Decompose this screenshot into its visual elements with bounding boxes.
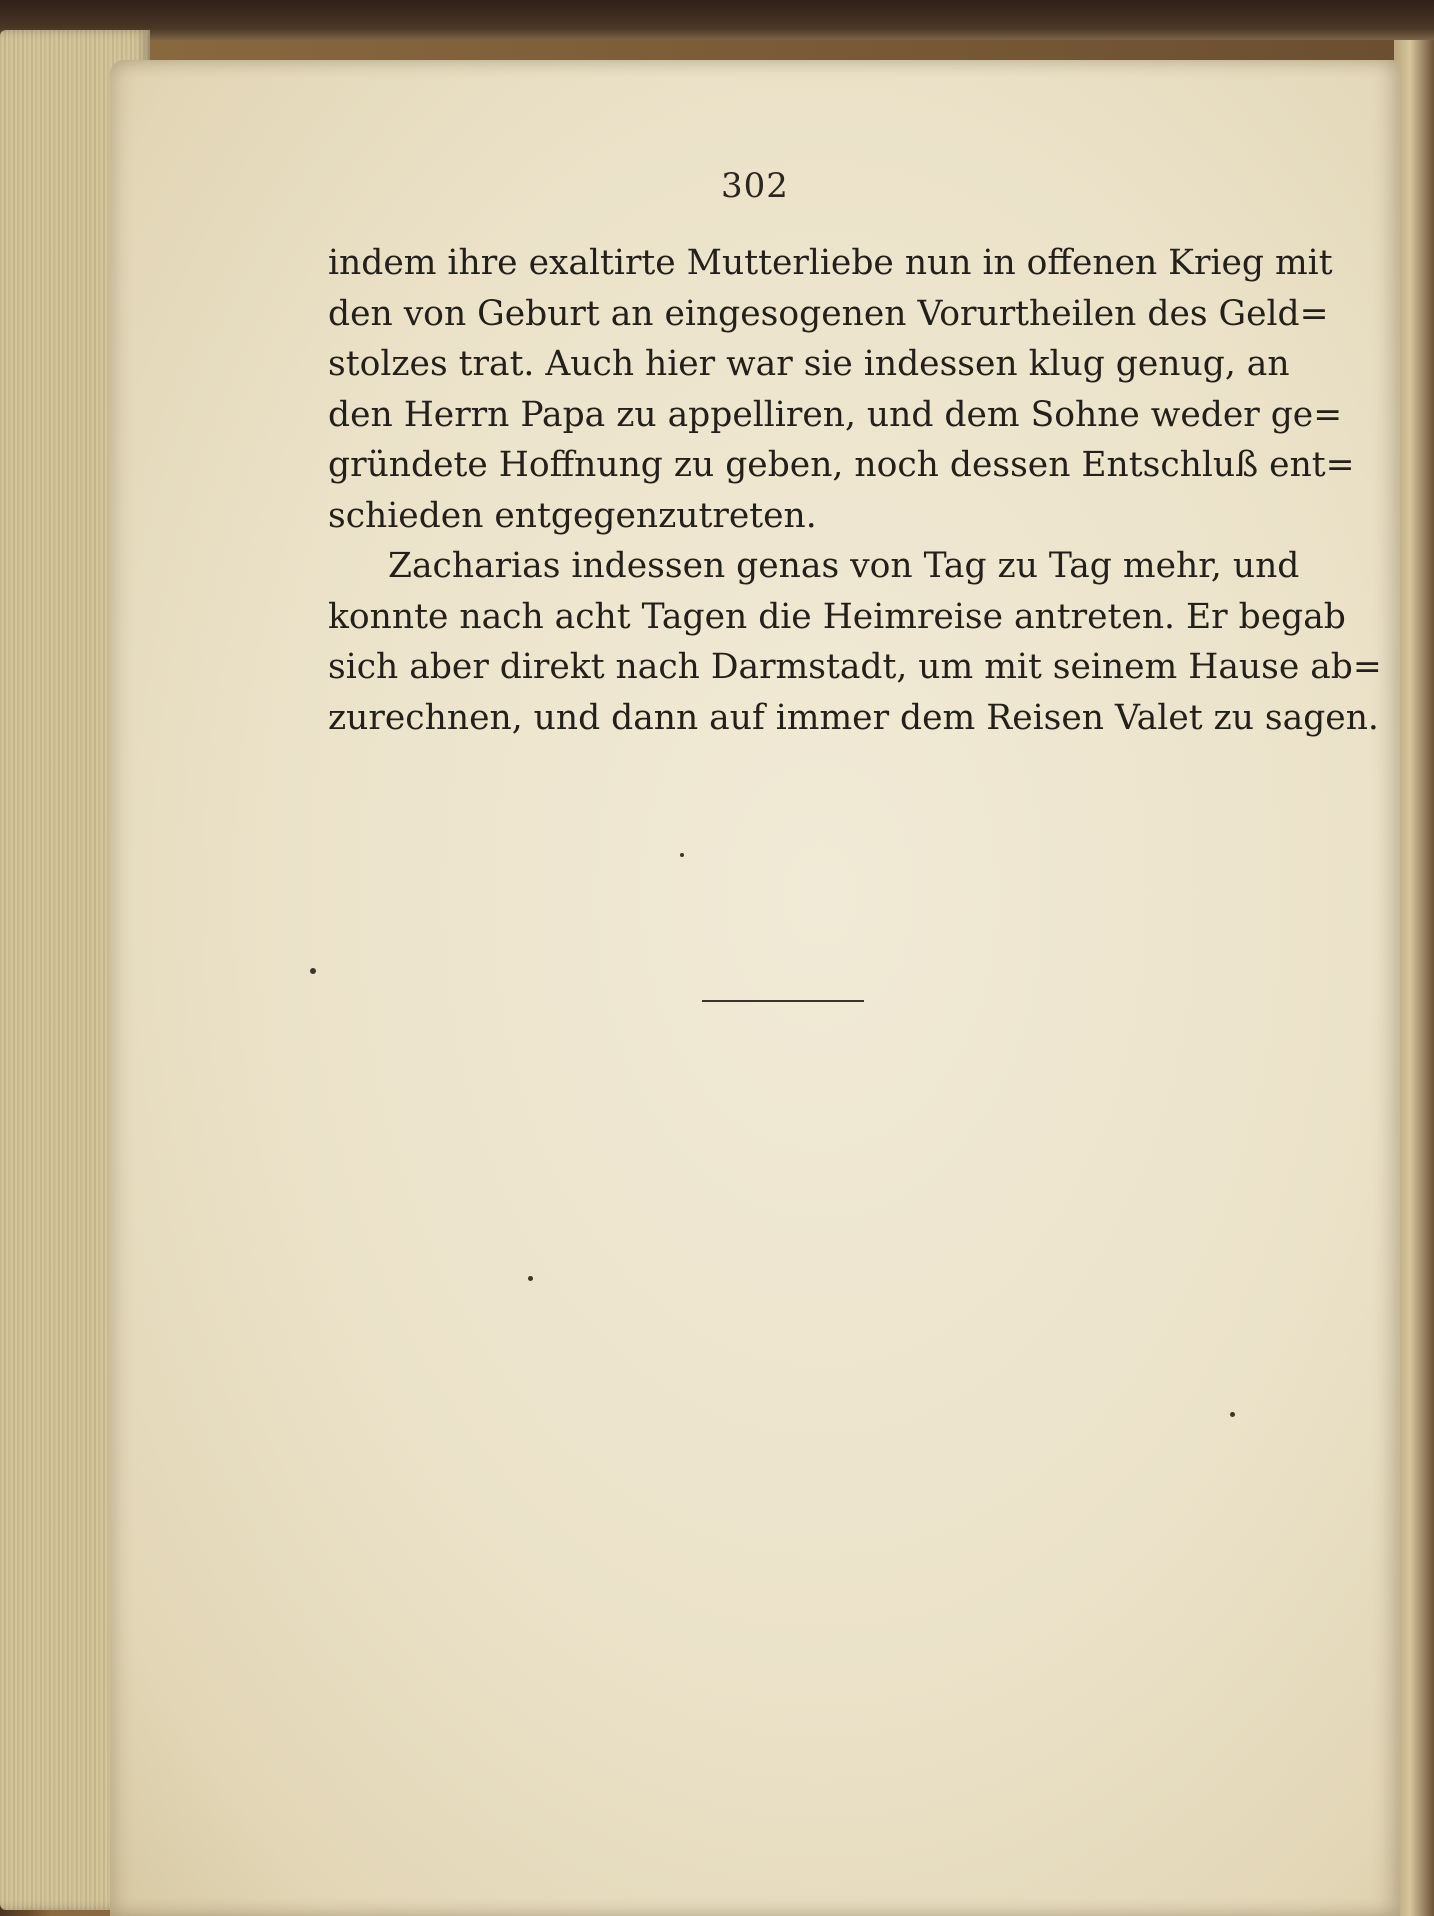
section-divider: [702, 1000, 864, 1002]
book-page: [110, 60, 1400, 1916]
text-line: konnte nach acht Tagen die Heimreise antreten. Er begab: [328, 596, 1346, 637]
text-line: zurechnen, und dann auf immer dem Reisen Valet zu sagen.: [328, 697, 1379, 738]
paragraph-1: [328, 238, 1355, 541]
text-line: schieden entgegenzutreten.: [328, 495, 817, 536]
page-number: 302: [721, 166, 789, 206]
book-cover-top: [0, 0, 1434, 40]
text-line: sich aber direkt nach Darmstadt, um mit seinem Hause ab=: [328, 647, 1382, 687]
paper-speck: [680, 853, 684, 857]
text-line: den Herrn Papa zu appelliren, und dem Sohne weder ge=: [328, 394, 1343, 435]
book-gutter: [1394, 40, 1434, 1916]
text-line: den von Geburt an eingesogenen Vorurtheilen des Geld=: [328, 293, 1329, 334]
paper-speck: [1230, 1412, 1235, 1417]
page-text: [328, 238, 1382, 743]
text-line: stolzes trat. Auch hier war sie indessen klug genug, an: [328, 344, 1290, 384]
paragraph-2: [328, 541, 1382, 743]
paper-speck: [528, 1276, 533, 1281]
text-line: indem ihre exaltirte Mutterliebe nun in offenen Krieg mit: [328, 243, 1333, 283]
text-line: gründete Hoffnung zu geben, noch dessen Entschluß ent=: [328, 445, 1355, 485]
text-line: Zacharias indessen genas von Tag zu Tag mehr, und: [388, 546, 1300, 586]
paper-speck: [310, 968, 316, 974]
